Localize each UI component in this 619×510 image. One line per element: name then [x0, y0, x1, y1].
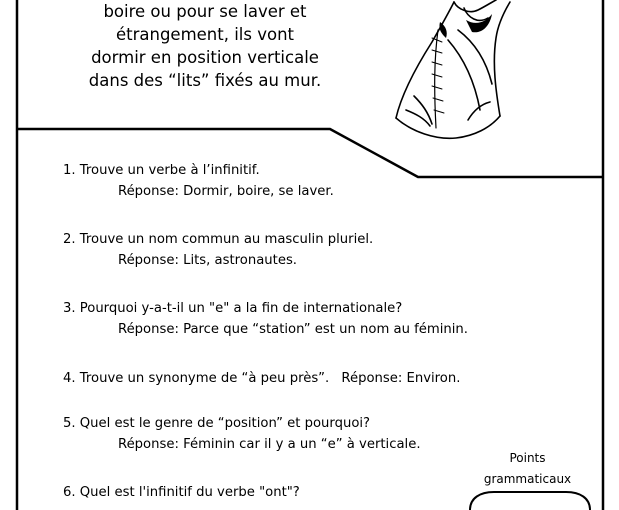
answer-text: Réponse: Dormir, boire, se laver. — [118, 184, 334, 199]
answer-text: Réponse: Féminin car il y a un “e” à verticale. — [118, 437, 421, 452]
question-text: 5. Quel est le genre de “position” et pourquoi? — [63, 416, 371, 431]
points-grammaticaux-label — [470, 448, 585, 490]
question-item — [63, 482, 300, 503]
points-label-line: grammaticaux — [483, 472, 572, 486]
points-score-box — [466, 490, 596, 510]
question-item — [63, 368, 460, 389]
intro-text — [40, 0, 370, 92]
astronaut-sleeping-bag-icon — [378, 0, 528, 145]
question-text: 1. Trouve un verbe à l’infinitif. — [63, 163, 260, 178]
question-text: 3. Pourquoi y-a-t-il un "e" a la fin de internationale? — [63, 301, 403, 316]
question-item — [63, 229, 373, 271]
answer-text: Réponse: Lits, astronautes. — [118, 253, 298, 268]
question-text: 2. Trouve un nom commun au masculin pluriel. — [63, 232, 374, 247]
intro-line: dormir en position verticale — [91, 48, 319, 67]
question-item — [63, 413, 421, 455]
intro-line: dans des “lits” fixés au mur. — [88, 71, 322, 90]
question-item — [63, 298, 468, 340]
answer-text: Réponse: Environ. — [341, 371, 461, 386]
intro-line: boire ou pour se laver et — [103, 2, 307, 21]
points-label-line: Points — [509, 451, 546, 465]
question-text: 6. Quel est l'infinitif du verbe "ont"? — [63, 485, 300, 500]
intro-line: étrangement, ils vont — [115, 25, 295, 44]
answer-text: Réponse: Parce que “station” est un nom au féminin. — [118, 322, 468, 337]
question-item — [63, 160, 334, 202]
question-text: 4. Trouve un synonyme de “à peu près”. — [63, 371, 330, 386]
